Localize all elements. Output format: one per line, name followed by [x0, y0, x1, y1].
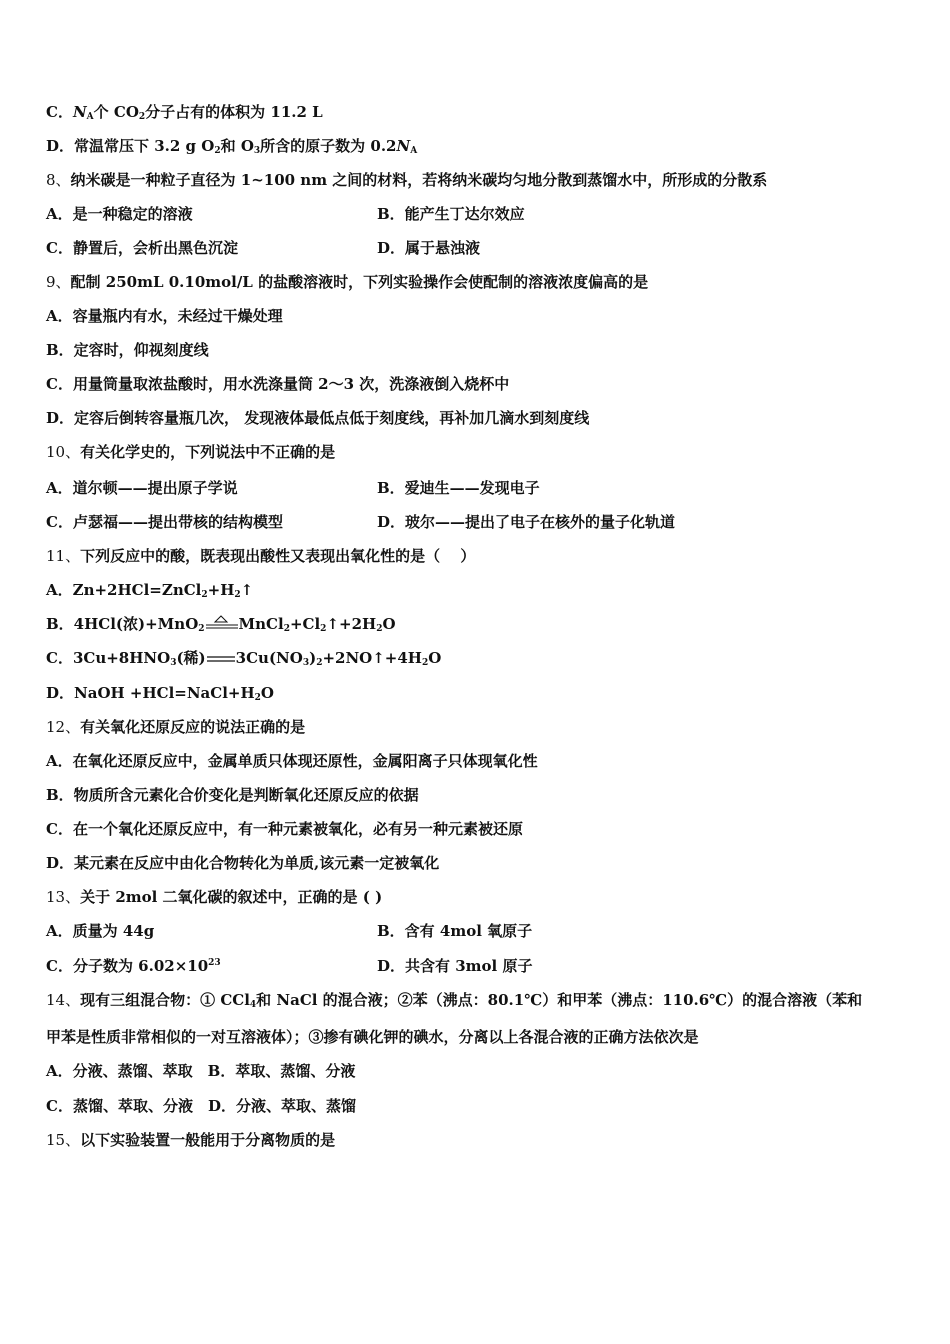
q9-option-a: A．容量瓶内有水，未经过干燥处理 [46, 307, 283, 325]
q8-option-b: B．能产生丁达尔效应 [377, 205, 525, 223]
q7-option-d: D．常温常压下 3.2 g $O_2$和 $O_3$所含的原子数为 $0.2N_A$ [46, 137, 418, 156]
q8-option-a: A．是一种稳定的溶液 [46, 205, 193, 223]
q11-option-b: B．4HCl(浓)+MnO$_2$ $MnCl_2+Cl_2↑+2H_2O$ [46, 615, 396, 634]
q14-stem-continued: 甲苯是性质非常相似的一对互溶液体）；③掺有碘化钾的碘水，分离以上各混合液的正确方法依次是 [46, 1028, 699, 1046]
q8-stem: 8、纳米碳是一种粒子直径为 1~100 nm 之间的材料，若将纳米碳均匀地分散到蒸馏水中，所形成的分散系 [46, 171, 768, 189]
q9-option-c: C．用量筒量取浓盐酸时，用水洗涤量筒 2～3 次，洗涤液倒入烧杯中 [46, 375, 510, 393]
q13-option-c: C．分子数为 $6.02\times 10^{23}$ [46, 957, 221, 975]
q10-option-a: A．道尔顿——提出原子学说 [46, 479, 238, 497]
q12-option-a: A．在氧化还原反应中，金属单质只体现还原性，金属阳离子只体现氧化性 [46, 752, 538, 770]
q9-stem: 9、配制 250mL 0.10mol/L 的盐酸溶液时，下列实验操作会使配制的溶液浓度偏高的是 [46, 273, 649, 291]
q9-option-b: B．定容时，仰视刻度线 [46, 341, 209, 359]
q12-option-d: D．某元素在反应中由化合物转化为单质,该元素一定被氧化 [46, 854, 440, 872]
q14-stem: 14、现有三组混合物：① CCl$_4$和 NaCl 的混合液；②苯（沸点：80.1℃）和甲苯（沸点：110.6℃）的混合溶液（苯和 [46, 991, 863, 1010]
q10-stem: 10、有关化学史的，下列说法中不正确的是 [46, 443, 336, 461]
q14-options-ab: A．分液、蒸馏、萃取 B．萃取、蒸馏、分液 [46, 1062, 356, 1080]
q11-option-c: C．$3Cu+8HNO_3$(稀) $3Cu(NO_3)_2+2NO↑+4H_2O$ [46, 649, 442, 668]
q15-stem: 15、以下实验装置一般能用于分离物质的是 [46, 1131, 336, 1149]
q12-option-b: B．物质所含元素化合价变化是判断氧化还原反应的依据 [46, 786, 419, 804]
q9-option-d: D．定容后倒转容量瓶几次， 发现液体最低点低于刻度线，再补加几滴水到刻度线 [46, 409, 590, 427]
q10-option-c: C．卢瑟福——提出带核的结构模型 [46, 513, 283, 531]
heating-condition-icon [205, 614, 239, 634]
q13-stem: 13、关于 2mol 二氧化碳的叙述中，正确的是 ( ) [46, 888, 383, 906]
q8-option-c: C．静置后，会析出黑色沉淀 [46, 239, 238, 257]
q13-option-a: A．质量为 44g [46, 922, 155, 940]
q14-options-cd: C．蒸馏、萃取、分液 D．分液、萃取、蒸馏 [46, 1097, 356, 1115]
q13-option-d: D．共含有 3mol 原子 [377, 957, 533, 975]
q12-option-c: C．在一个氧化还原反应中，有一种元素被氧化，必有另一种元素被还原 [46, 820, 523, 838]
q11-stem: 11、下列反应中的酸，既表现出酸性又表现出氧化性的是（ ） [46, 547, 476, 565]
q12-stem: 12、有关氧化还原反应的说法正确的是 [46, 718, 306, 736]
q13-option-b: B．含有 4mol 氧原子 [377, 922, 533, 940]
double-equals-icon [206, 648, 236, 668]
q10-option-d: D．玻尔——提出了电子在核外的量子化轨道 [377, 513, 676, 531]
q10-option-b: B．爱迪生——发现电子 [377, 479, 540, 497]
q11-option-a: A．$Zn+2HCl=ZnCl_2+H_2↑$ [46, 581, 254, 600]
q8-option-d: D．属于悬浊液 [377, 239, 481, 257]
q11-option-d: D．NaOH $+HCl=NaCl+H_2O$ [46, 684, 274, 703]
q7-option-c: C．$N_A$个 $CO_2$分子占有的体积为 11.2 L [46, 103, 323, 122]
